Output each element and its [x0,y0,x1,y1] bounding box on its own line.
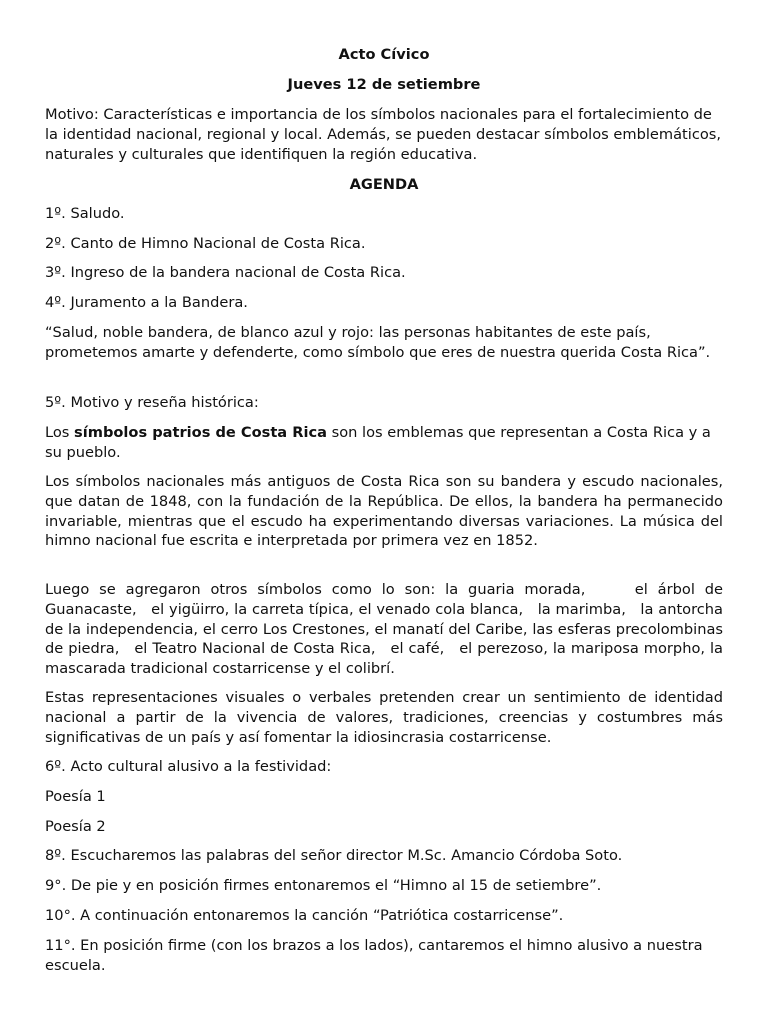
symbols-intro-paragraph [45,423,723,463]
poesia-2: Poesía 2 [45,818,106,835]
identity-paragraph: Estas representaciones visuales o verbales pretenden crear un sentimiento de identidad nacional a partir de la vivencia de valores, tradiciones, creencias y costumbres más significativas de un país y así fomentar la idiosincrasia costarricense. [45,689,723,746]
agenda-item-6: 6º. Acto cultural alusivo a la festividad: [45,758,332,775]
document-date: Jueves 12 de setiembre [287,76,481,93]
motivo-paragraph: Motivo: Características e importancia de los símbolos nacionales para el fortalecimiento de la identidad nacional, regional y local. Además, se pueden destacar símbolos emblemáticos, naturales y culturales que identifiquen la región educativa. [45,106,722,163]
flag-oath-text: “Salud, noble bandera, de blanco azul y rojo: las personas habitantes de este país, prometemos amarte y defenderte, como símbolo que eres de nuestra querida Costa Rica”. [45,324,711,361]
agenda-item-4: 4º. Juramento a la Bandera. [45,294,248,311]
symbols-intro-bold: símbolos patrios de Costa Rica [74,424,327,441]
agenda-item-8: 8º. Escucharemos las palabras del señor director M.Sc. Amancio Córdoba Soto. [45,847,623,864]
agenda-item-5: 5º. Motivo y reseña histórica: [45,394,259,411]
other-symbols-paragraph: Luego se agregaron otros símbolos como lo son: la guaria morada, el árbol de Guanacaste, el yigüirro, la carreta típica, el venado cola blanca, la marimba, la antorcha de la independencia, el cerro Los Crestones, el manatí del Caribe, las esferas precolombinas de piedra, el Teatro Nacional de Costa Rica, el café, el perezoso, la mariposa morpho, la mascarada tradicional costarricense y el colibrí. [45,581,728,678]
agenda-item-9: 9°. De pie y en posición firmes entonaremos el “Himno al 15 de setiembre”. [45,877,602,894]
symbols-intro-post: son los emblemas que representan a Costa Rica y a su pueblo. [45,424,711,461]
agenda-item-2: 2º. Canto de Himno Nacional de Costa Rica. [45,235,366,252]
agenda-item-1: 1º. Saludo. [45,205,125,222]
symbols-history-paragraph: Los símbolos nacionales más antiguos de Costa Rica son su bandera y escudo nacionales, que datan de 1848, con la fundación de la República. De ellos, la bandera ha permanecido invariable, mientras que el escudo ha experimentando diversas variaciones. La música del himno nacional fue escrita e interpretada por primera vez en 1852. [45,473,723,550]
agenda-item-3: 3º. Ingreso de la bandera nacional de Costa Rica. [45,264,406,281]
agenda-heading: AGENDA [349,176,419,193]
agenda-item-10: 10°. A continuación entonaremos la canción “Patriótica costarricense”. [45,907,564,924]
document-title: Acto Cívico [338,46,430,63]
poesia-1: Poesía 1 [45,788,106,805]
symbols-intro-pre: Los [45,424,75,441]
agenda-item-11: 11°. En posición firme (con los brazos a los lados), cantaremos el himno alusivo a nuestra escuela. [45,937,703,974]
